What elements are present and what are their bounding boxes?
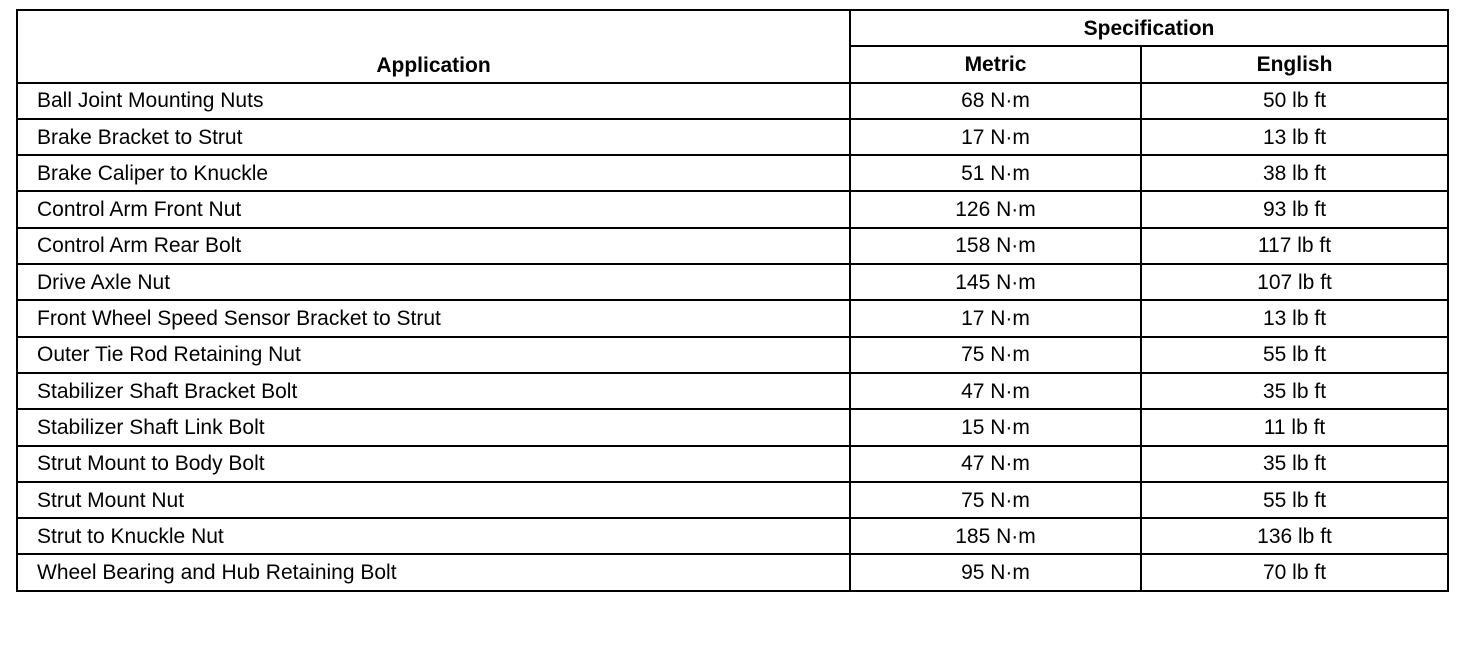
metric-cell: 47 N·m	[850, 446, 1141, 482]
table-row	[17, 554, 1448, 590]
metric-cell: 75 N·m	[850, 337, 1141, 373]
english-cell: 13 lb ft	[1141, 300, 1448, 336]
table-row	[17, 337, 1448, 373]
application-cell: Front Wheel Speed Sensor Bracket to Strut	[17, 300, 850, 336]
application-cell: Brake Caliper to Knuckle	[17, 155, 850, 191]
english-cell: 13 lb ft	[1141, 119, 1448, 155]
metric-cell: 185 N·m	[850, 518, 1141, 554]
metric-cell: 75 N·m	[850, 482, 1141, 518]
application-cell: Control Arm Rear Bolt	[17, 228, 850, 264]
table-row	[17, 300, 1448, 336]
table-row	[17, 518, 1448, 554]
application-cell: Stabilizer Shaft Link Bolt	[17, 409, 850, 445]
application-cell: Drive Axle Nut	[17, 264, 850, 300]
table-row	[17, 83, 1448, 119]
english-cell: 55 lb ft	[1141, 482, 1448, 518]
application-cell: Stabilizer Shaft Bracket Bolt	[17, 373, 850, 409]
table-row	[17, 409, 1448, 445]
english-cell: 38 lb ft	[1141, 155, 1448, 191]
english-column-header: English	[1141, 46, 1448, 82]
application-cell: Strut to Knuckle Nut	[17, 518, 850, 554]
table-row	[17, 191, 1448, 227]
metric-cell: 47 N·m	[850, 373, 1141, 409]
metric-cell: 17 N·m	[850, 300, 1141, 336]
application-cell: Brake Bracket to Strut	[17, 119, 850, 155]
english-cell: 117 lb ft	[1141, 228, 1448, 264]
table-row	[17, 228, 1448, 264]
english-cell: 70 lb ft	[1141, 554, 1448, 590]
english-cell: 93 lb ft	[1141, 191, 1448, 227]
table-row	[17, 373, 1448, 409]
metric-cell: 158 N·m	[850, 228, 1141, 264]
english-cell: 50 lb ft	[1141, 83, 1448, 119]
table-body	[17, 83, 1448, 591]
metric-cell: 68 N·m	[850, 83, 1141, 119]
header-row-top	[17, 10, 1448, 46]
table-row	[17, 119, 1448, 155]
table-row	[17, 264, 1448, 300]
application-cell: Strut Mount to Body Bolt	[17, 446, 850, 482]
metric-cell: 95 N·m	[850, 554, 1141, 590]
metric-cell: 15 N·m	[850, 409, 1141, 445]
english-cell: 136 lb ft	[1141, 518, 1448, 554]
metric-column-header: Metric	[850, 46, 1141, 82]
table-row	[17, 155, 1448, 191]
table-row	[17, 446, 1448, 482]
application-cell: Outer Tie Rod Retaining Nut	[17, 337, 850, 373]
metric-cell: 126 N·m	[850, 191, 1141, 227]
metric-cell: 17 N·m	[850, 119, 1141, 155]
application-cell: Wheel Bearing and Hub Retaining Bolt	[17, 554, 850, 590]
table-header	[17, 10, 1448, 83]
application-cell: Ball Joint Mounting Nuts	[17, 83, 850, 119]
english-cell: 55 lb ft	[1141, 337, 1448, 373]
metric-cell: 145 N·m	[850, 264, 1141, 300]
application-cell: Strut Mount Nut	[17, 482, 850, 518]
application-cell: Control Arm Front Nut	[17, 191, 850, 227]
table-row	[17, 482, 1448, 518]
application-column-header: Application	[17, 10, 850, 83]
english-cell: 35 lb ft	[1141, 373, 1448, 409]
specification-group-header: Specification	[850, 10, 1448, 46]
fastener-specification-table	[16, 9, 1449, 592]
metric-cell: 51 N·m	[850, 155, 1141, 191]
english-cell: 11 lb ft	[1141, 409, 1448, 445]
english-cell: 107 lb ft	[1141, 264, 1448, 300]
english-cell: 35 lb ft	[1141, 446, 1448, 482]
